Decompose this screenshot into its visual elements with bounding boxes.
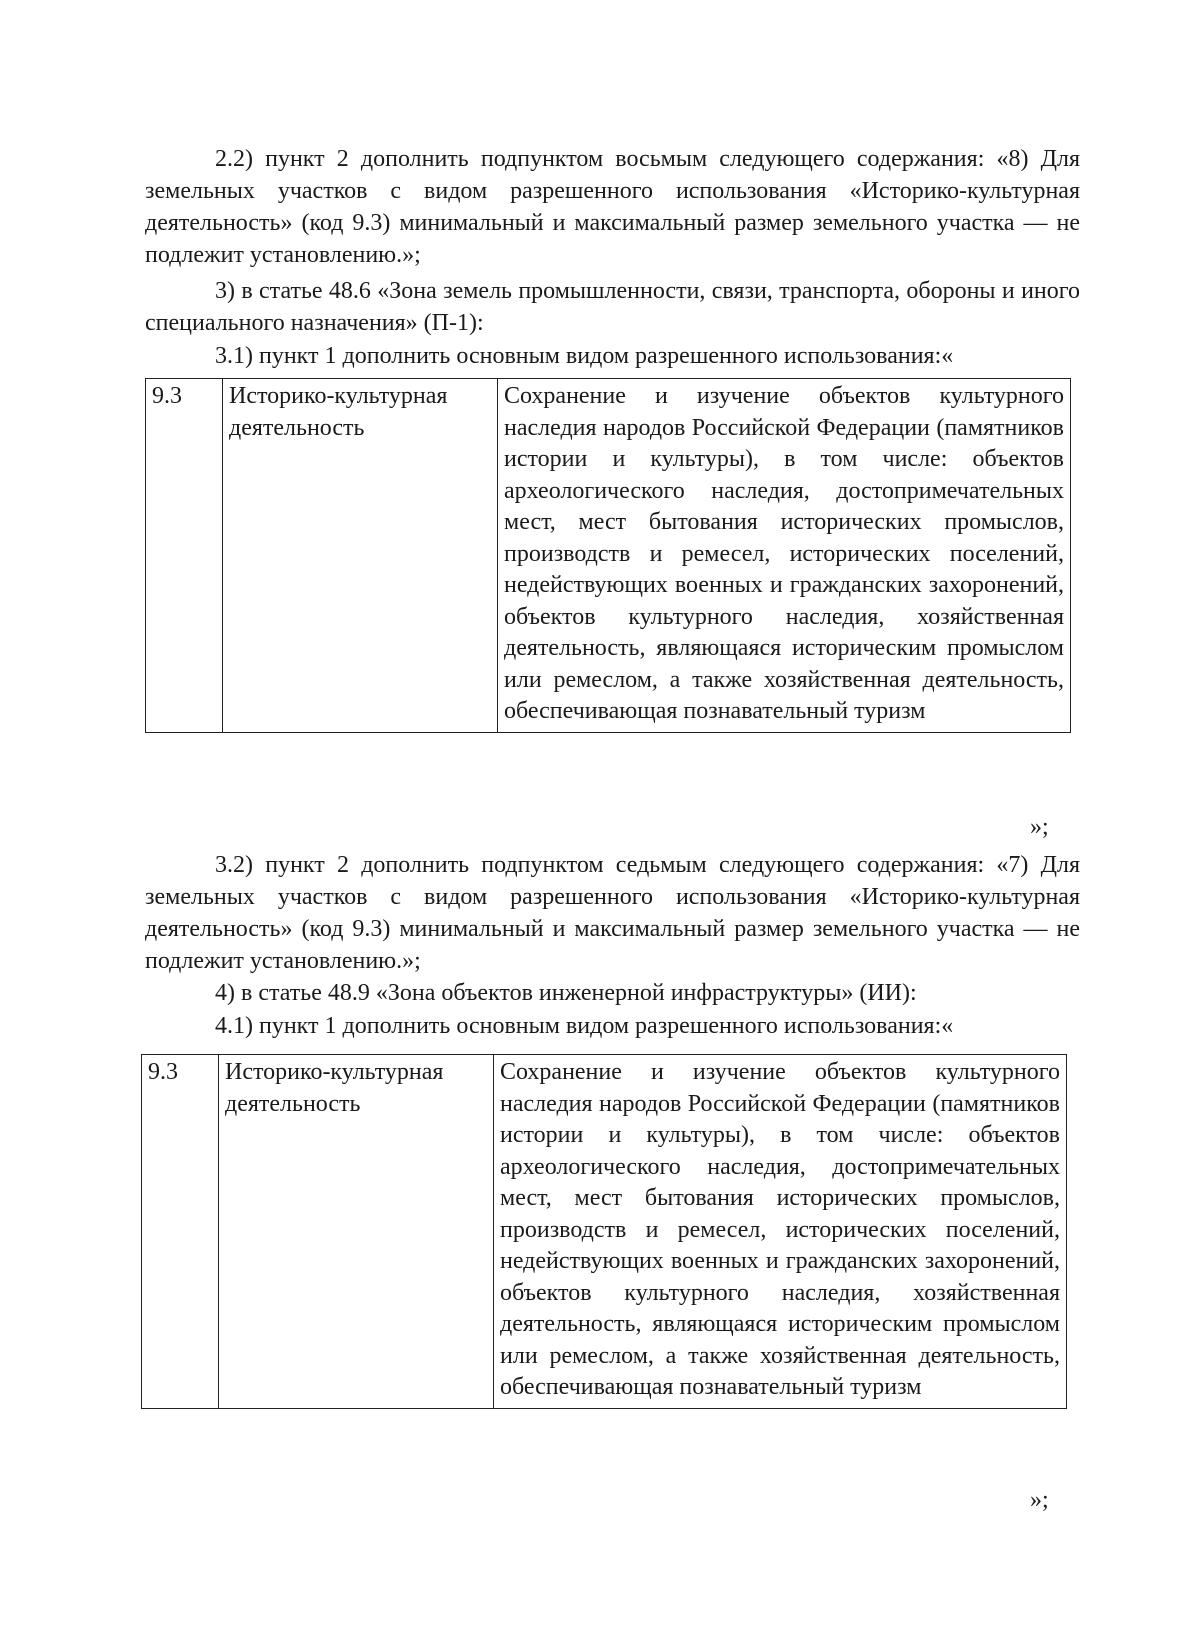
table-row [142, 1055, 1067, 1409]
land-use-table-1 [145, 378, 1071, 733]
paragraph-4-1: 4.1) пункт 1 дополнить основным видом разрешенного использования:« [215, 1013, 954, 1039]
closing-quote-1: »; [1030, 814, 1049, 840]
paragraph-3-2: 3.2) пункт 2 дополнить подпунктом седьмым следующего содержания: «7) Для земельных участков с видом разрешенного использования «Историко-культурная деятельность» (код 9.3) минимальный и максимальный размер земельного участка — не подлежит установлению.»; [145, 852, 1080, 974]
land-use-table-2 [141, 1054, 1067, 1409]
table-row [146, 379, 1071, 733]
land-use-code: 9.3 [146, 379, 223, 733]
paragraph-2-2: 2.2) пункт 2 дополнить подпунктом восьмым следующего содержания: «8) Для земельных участков с видом разрешенного использования «Историко-культурная деятельность» (код 9.3) минимальный и максимальный размер земельного участка — не подлежит установлению.»; [145, 146, 1080, 268]
land-use-description: Сохранение и изучение объектов культурного наследия народов Российской Федерации (памятников истории и культуры), в том числе: объектов археологического наследия, достопримечательных мест, мест бытования исторических промыслов, производств и ремесел, исторических поселений, недействующих военных и гражданских захоронений, объектов культурного наследия, хозяйственная деятельность, являющаяся историческим промыслом или ремеслом, а также хозяйственная деятельность, обеспечивающая познавательный туризм [494, 1055, 1067, 1409]
land-use-code: 9.3 [142, 1055, 219, 1409]
land-use-description: Сохранение и изучение объектов культурного наследия народов Российской Федерации (памятников истории и культуры), в том числе: объектов археологического наследия, достопримечательных мест, мест бытования исторических промыслов, производств и ремесел, исторических поселений, недействующих военных и гражданских захоронений, объектов культурного наследия, хозяйственная деятельность, являющаяся историческим промыслом или ремеслом, а также хозяйственная деятельность, обеспечивающая познавательный туризм [498, 379, 1071, 733]
paragraph-3: 3) в статье 48.6 «Зона земель промышленности, связи, транспорта, обороны и иного специального назначения» (П-1): [145, 278, 1080, 336]
paragraph-4: 4) в статье 48.9 «Зона объектов инженерной инфраструктуры» (ИИ): [215, 980, 917, 1006]
land-use-name: Историко-культурная деятельность [223, 379, 498, 733]
paragraph-3-1: 3.1) пункт 1 дополнить основным видом разрешенного использования:« [215, 343, 954, 369]
closing-quote-2: »; [1030, 1487, 1049, 1513]
land-use-name: Историко-культурная деятельность [219, 1055, 494, 1409]
